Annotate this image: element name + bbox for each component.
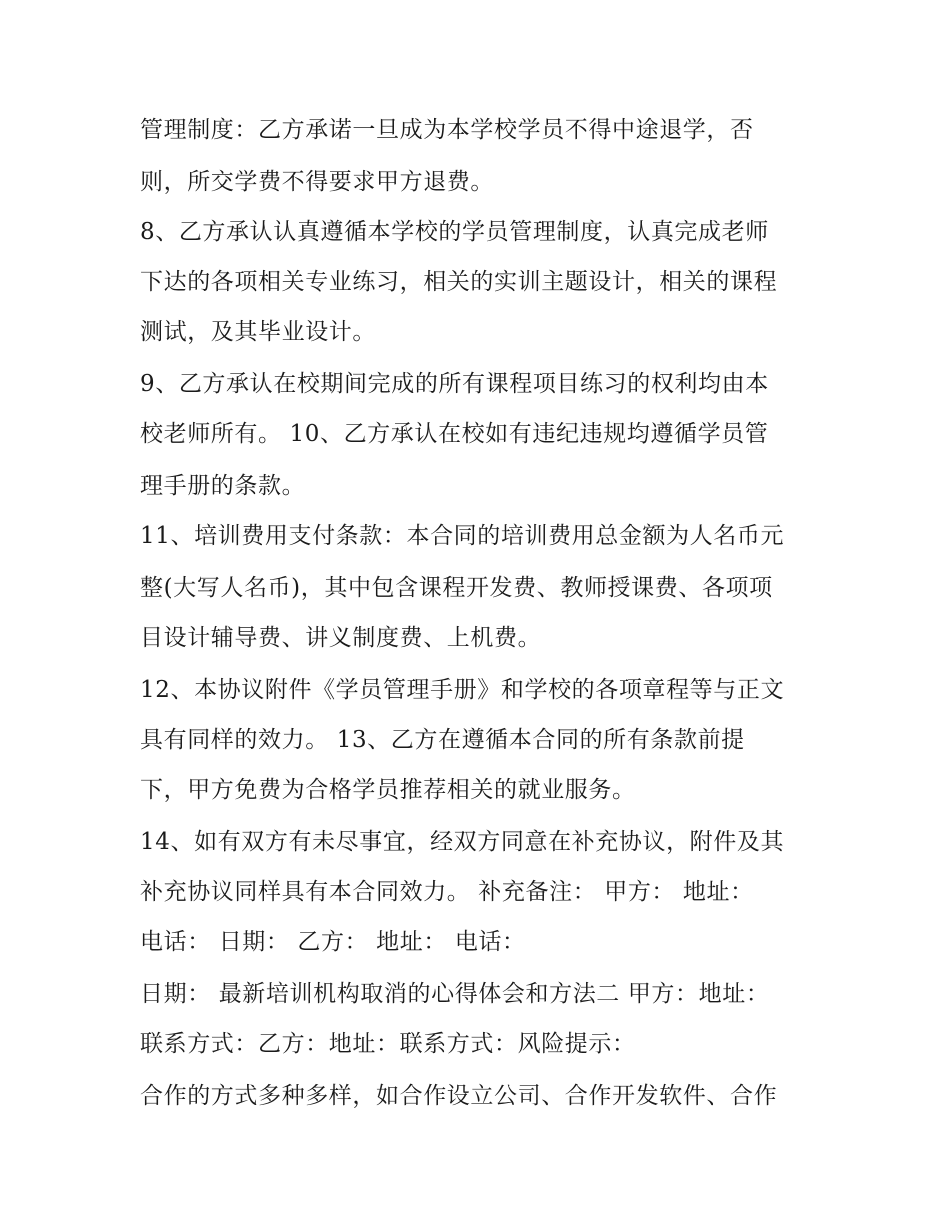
text-line: 联系方式：乙方：地址：联系方式：风险提示： [140, 1031, 636, 1057]
text-line: 则，所交学费不得要求甲方退费。 [140, 169, 494, 195]
text-line: 下，甲方免费为合格学员推荐相关的就业服务。 [140, 777, 636, 803]
text-line: 补充协议同样具有本合同效力。 补充备注： 甲方： 地址： [140, 879, 754, 905]
text-line: 9、乙方承认在校期间完成的所有课程项目练习的权利均由本 [140, 371, 769, 397]
text-line: 理手册的条款。 [140, 473, 306, 499]
text-line: 校老师所有。 10、乙方承认在校如有违纪违规均遵循学员管 [140, 421, 769, 447]
text-line: 日期： 最新培训机构取消的心得体会和方法二 甲方：地址： [140, 981, 770, 1007]
text-line: 目设计辅导费、讲义制度费、上机费。 [140, 625, 542, 651]
text-line: 测试，及其毕业设计。 [140, 319, 376, 345]
text-line: 8、乙方承认认真遵循本学校的学员管理制度，认真完成老师 [140, 219, 769, 245]
text-line: 电话： 日期： 乙方： 地址： 电话： [140, 929, 526, 955]
text-line: 11、培训费用支付条款：本合同的培训费用总金额为人名币元 [140, 523, 785, 549]
text-line: 管理制度：乙方承诺一旦成为本学校学员不得中途退学，否 [140, 117, 754, 143]
text-line: 12、本协议附件《学员管理手册》和学校的各项章程等与正文 [140, 677, 785, 703]
text-line: 合作的方式多种多样，如合作设立公司、合作开发软件、合作 [140, 1083, 778, 1109]
text-line: 整(大写人名币)，其中包含课程开发费、教师授课费、各项项 [140, 575, 773, 601]
text-line: 具有同样的效力。 13、乙方在遵循本合同的所有条款前提 [140, 727, 745, 753]
text-line: 下达的各项相关专业练习，相关的实训主题设计，相关的课程 [140, 269, 778, 295]
text-line: 14、如有双方有未尽事宜，经双方同意在补充协议，附件及其 [140, 829, 785, 855]
